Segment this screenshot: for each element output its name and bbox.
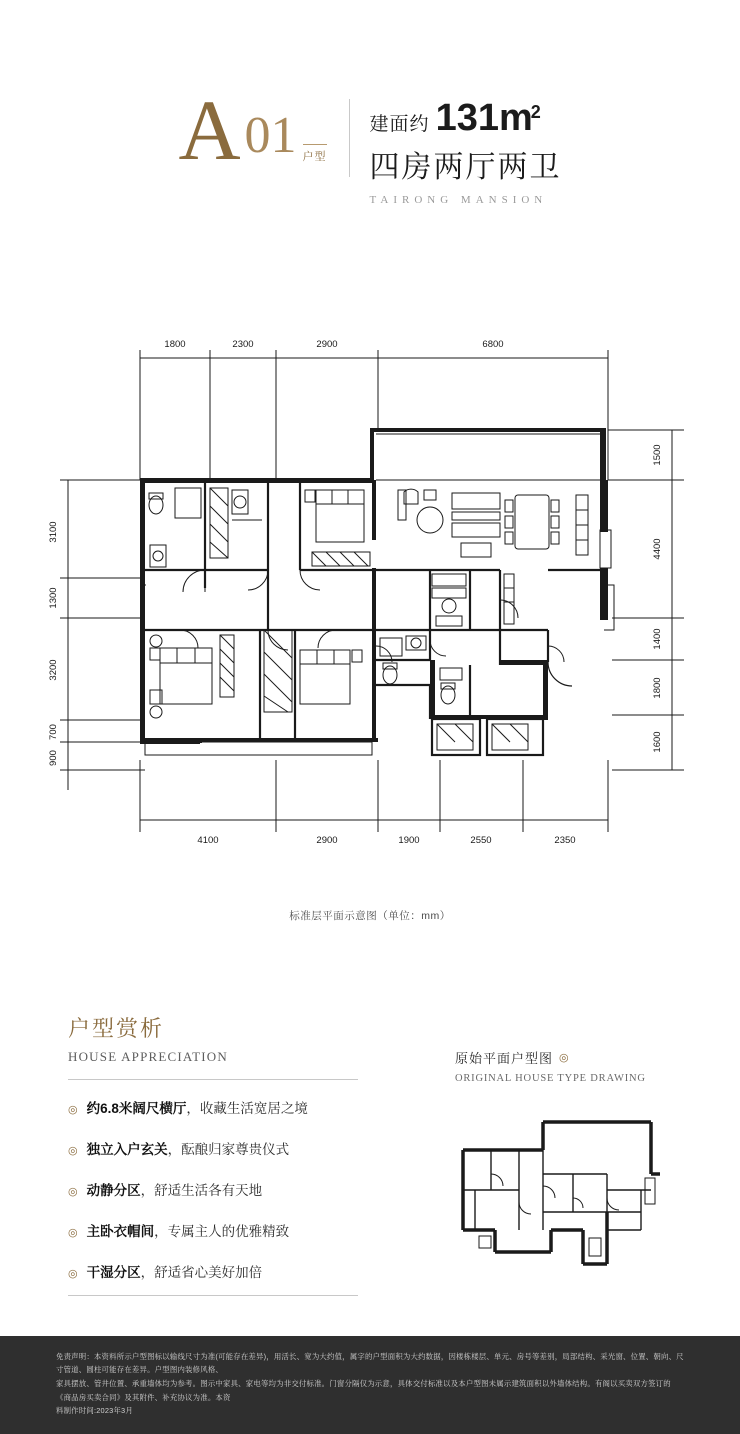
appreciation-divider-bottom	[68, 1295, 358, 1296]
list-item-text: 主卧衣帽间，专属主人的优雅精致	[86, 1224, 290, 1239]
appreciation-section	[68, 1012, 368, 1296]
svg-text:4100: 4100	[197, 835, 219, 846]
header-unit-block	[178, 82, 348, 178]
svg-text:1400: 1400	[652, 628, 663, 650]
plan-caption: 标准层平面示意图（单位：mm）	[289, 910, 451, 922]
original-drawing-title-text: 原始平面户型图	[455, 1051, 554, 1066]
disclaimer-line-1: 免责声明：本资料所示户型图标以输线尺寸为准(可能存在差异)，用活长、宽为大约值，属字的户型面积为大约数据，因楼栋楼层、单元、房号等差别，局部结构、采光窗、位置、朝向、尺寸管道、圆柱可能存在差异。户型图内装修风格、	[56, 1351, 684, 1375]
svg-text:900: 900	[48, 750, 59, 766]
circle-dot-icon: ◎	[68, 1104, 78, 1116]
list-item	[68, 1209, 368, 1250]
svg-text:2900: 2900	[316, 835, 338, 846]
header	[0, 82, 740, 206]
disclaimer-footer	[0, 1336, 740, 1434]
area-prefix: 建面约	[369, 114, 430, 135]
area-superscript: 2	[530, 102, 541, 122]
area-value: 131m	[435, 97, 533, 139]
original-drawing-section	[455, 1048, 685, 1282]
svg-text:2300: 2300	[232, 339, 254, 350]
original-drawing-thumbnail	[455, 1112, 685, 1282]
svg-text:1600: 1600	[652, 731, 663, 753]
header-divider	[349, 99, 350, 177]
area-line	[370, 97, 562, 140]
list-item	[68, 1168, 368, 1209]
list-item-text: 约6.8米阔尺横厅，收藏生活宽居之境	[86, 1101, 308, 1116]
svg-text:700: 700	[48, 724, 59, 740]
svg-text:3100: 3100	[48, 521, 59, 543]
unit-letter: A	[178, 82, 241, 178]
circle-dot-icon: ◎	[68, 1186, 78, 1198]
appreciation-title: 户型赏析	[68, 1016, 165, 1041]
circle-dot-icon: ◎	[559, 1052, 570, 1064]
appreciation-divider-top	[68, 1079, 358, 1080]
svg-text:1900: 1900	[398, 835, 420, 846]
floor-plan	[0, 330, 740, 950]
list-item-text: 干湿分区，舒适省心美好加倍	[86, 1265, 263, 1280]
appreciation-subtitle: HOUSE APPRECIATION	[68, 1049, 228, 1064]
unit-number: 01	[244, 106, 297, 164]
list-item-text: 独立入户玄关，酝酿归家尊贵仪式	[86, 1142, 290, 1157]
list-item-text: 动静分区，舒适生活各有天地	[86, 1183, 263, 1198]
disclaimer-line-3: 料制作时间:2023年3月	[56, 1406, 133, 1416]
svg-text:2550: 2550	[470, 835, 492, 846]
room-config: 四房两厅两卫	[369, 151, 562, 184]
unit-type-label: 户型	[303, 144, 327, 164]
svg-text:6800: 6800	[482, 339, 504, 350]
list-item	[68, 1127, 368, 1168]
circle-dot-icon: ◎	[68, 1227, 78, 1239]
svg-text:1500: 1500	[652, 444, 663, 466]
list-item	[68, 1250, 368, 1291]
svg-text:2350: 2350	[554, 835, 576, 846]
svg-text:3200: 3200	[48, 659, 59, 681]
disclaimer-line-2: 家具摆放、管井位置、承重墙体均为参考。图示中家具、家电等均为非交付标准。门窗分隔仅为示意，具体交付标准以及本户型图未属示建筑面积以外墙体结构。有阁以买卖双方签订的《商品房买卖合同》及其附件、补充协议为准。本资	[56, 1378, 671, 1402]
list-item	[68, 1086, 368, 1127]
circle-dot-icon: ◎	[68, 1145, 78, 1157]
header-spec-block	[370, 95, 562, 206]
svg-text:1800: 1800	[652, 677, 663, 699]
svg-text:1300: 1300	[48, 587, 59, 609]
svg-text:4400: 4400	[652, 538, 663, 560]
brand-name-en: TAIRONG MANSION	[369, 194, 548, 206]
svg-text:2900: 2900	[316, 339, 338, 350]
circle-dot-icon: ◎	[68, 1268, 78, 1280]
original-drawing-subtitle: ORIGINAL HOUSE TYPE DRAWING	[455, 1073, 646, 1084]
svg-text:1800: 1800	[164, 339, 186, 350]
appreciation-list	[68, 1086, 368, 1291]
original-drawing-title	[455, 1048, 685, 1067]
